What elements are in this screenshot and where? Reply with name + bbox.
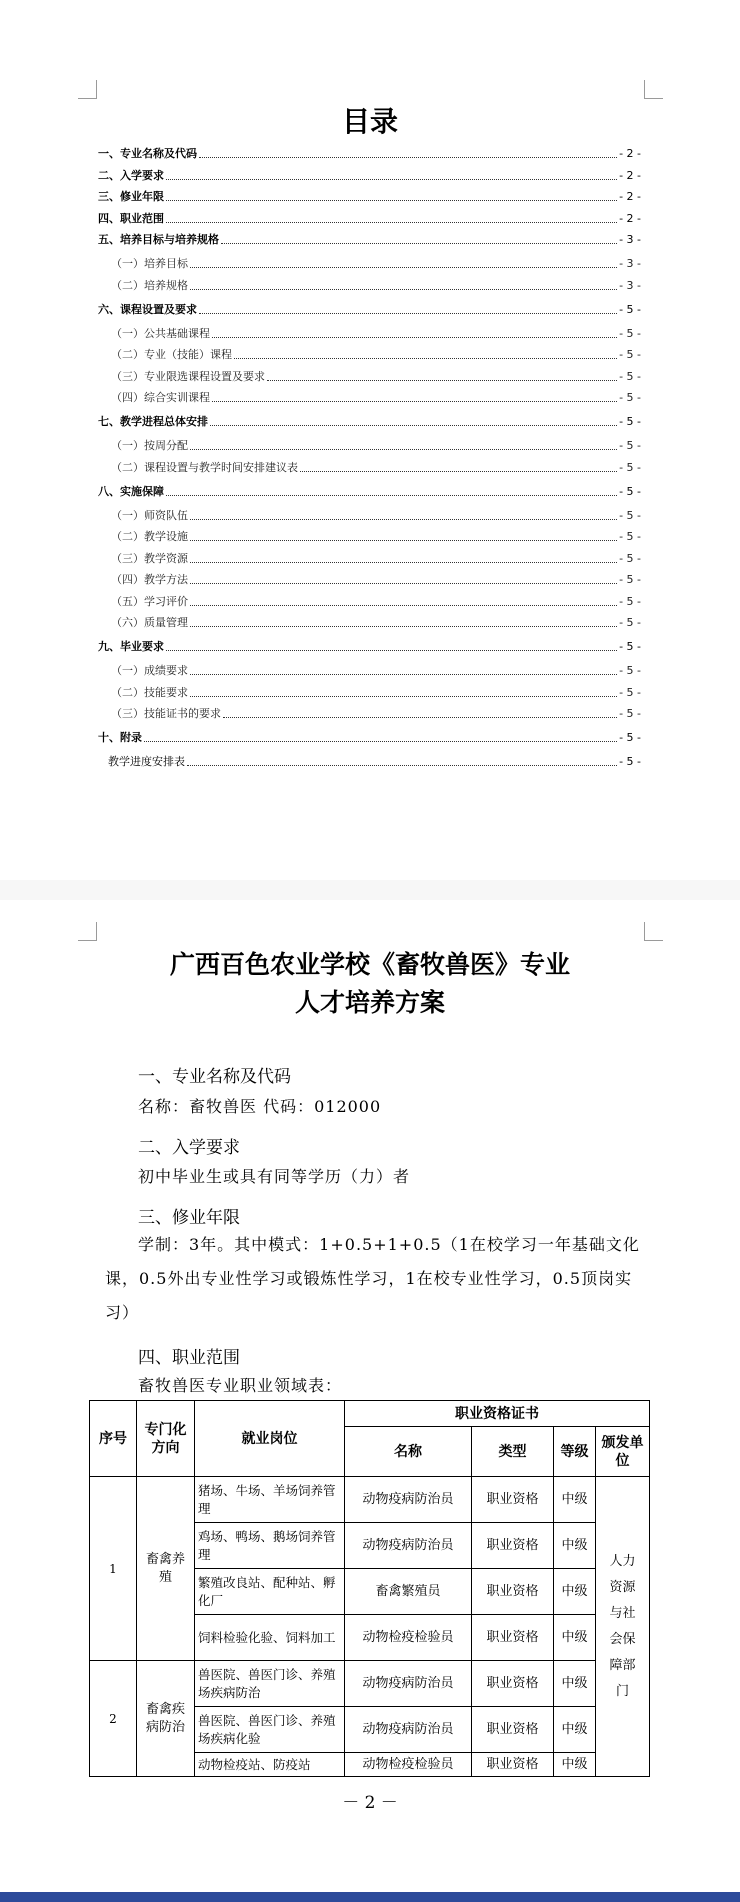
toc-leader-dots: [199, 157, 617, 158]
section-heading: 二、入学要求: [138, 1138, 240, 1158]
toc-entry[interactable]: [111, 435, 641, 453]
toc-entry-label: （二）技能要求: [111, 686, 188, 699]
toc-entry-label: 六、课程设置及要求: [98, 303, 197, 316]
toc-entry-page: - 5 -: [619, 303, 641, 316]
toc-entry-label: （一）师资队伍: [111, 509, 188, 522]
toc-leader-dots: [190, 519, 617, 520]
toc-entry-label: 十、附录: [98, 731, 142, 744]
header-level: 等级: [554, 1427, 596, 1477]
toc-leader-dots: [166, 495, 617, 496]
cell-level: 中级: [554, 1615, 596, 1661]
toc-entry[interactable]: [111, 660, 641, 678]
toc-entry-page: - 3 -: [619, 257, 641, 270]
section-heading: 三、修业年限: [138, 1208, 240, 1228]
toc-leader-dots: [190, 583, 617, 584]
toc-entry[interactable]: [111, 703, 641, 721]
cell-position: 鸡场、鸭场、鹅场饲养管理: [195, 1523, 345, 1569]
toc-entry-label: 九、毕业要求: [98, 640, 164, 653]
toc-entry-page: - 5 -: [619, 595, 641, 608]
toc-entry-page: - 5 -: [619, 686, 641, 699]
toc-entry-label: 七、教学进程总体安排: [98, 415, 208, 428]
toc-entry-label: 教学进度安排表: [108, 755, 185, 768]
toc-entry-label: （三）技能证书的要求: [111, 707, 221, 720]
section-heading: 四、职业范围: [138, 1348, 240, 1368]
toc-entry[interactable]: [111, 548, 641, 566]
toc-entry[interactable]: [111, 323, 641, 341]
cell-cert-name: 动物检疫检验员: [345, 1753, 472, 1777]
crop-mark-top-right: [644, 80, 663, 99]
toc-entry[interactable]: [98, 165, 641, 183]
toc-leader-dots: [166, 222, 617, 223]
cell-cert-type: 职业资格: [472, 1615, 554, 1661]
toc-leader-dots: [190, 605, 617, 606]
toc-entry-label: 八、实施保障: [98, 485, 164, 498]
section-text: 初中毕业生或具有同等学历（力）者: [138, 1167, 411, 1186]
cell-cert-type: 职业资格: [472, 1569, 554, 1615]
toc-entry[interactable]: [111, 344, 641, 362]
section-text: 名称：畜牧兽医 代码：012000: [138, 1097, 382, 1116]
toc-entry-label: （一）按周分配: [111, 439, 188, 452]
toc-entry-page: - 5 -: [619, 640, 641, 653]
header-cert-name: 名称: [345, 1427, 472, 1477]
doc-title-line1: 广西百色农业学校《畜牧兽医》专业: [169, 950, 570, 979]
toc-entry-page: - 5 -: [619, 485, 641, 498]
cell-cert-type: 职业资格: [472, 1753, 554, 1777]
toc-entry-page: - 5 -: [619, 552, 641, 565]
toc-entry-label: 二、入学要求: [98, 169, 164, 182]
header-direction: 专门化方向: [137, 1401, 195, 1477]
toc-entry[interactable]: [98, 229, 641, 247]
toc-leader-dots: [166, 179, 617, 180]
cell-cert-name: 动物疫病防治员: [345, 1661, 472, 1707]
toc-leader-dots: [190, 449, 617, 450]
header-issuer: 颁发单位: [596, 1427, 650, 1477]
toc-entry-page: - 5 -: [619, 439, 641, 452]
cell-direction: 畜禽疾病防治: [137, 1661, 195, 1777]
toc-entry[interactable]: [111, 526, 641, 544]
cell-level: 中级: [554, 1523, 596, 1569]
cell-level: 中级: [554, 1569, 596, 1615]
cell-level: 中级: [554, 1753, 596, 1777]
toc-leader-dots: [223, 717, 617, 718]
cell-cert-type: 职业资格: [472, 1523, 554, 1569]
toc-entry-label: 三、修业年限: [98, 190, 164, 203]
toc-leader-dots: [234, 358, 617, 359]
cell-cert-name: 动物疫病防治员: [345, 1477, 472, 1523]
toc-entry-page: - 5 -: [619, 461, 641, 474]
toc-entry-label: 四、职业范围: [98, 212, 164, 225]
toc-leader-dots: [166, 650, 617, 651]
toc-leader-dots: [212, 337, 617, 338]
toc-leader-dots: [190, 674, 617, 675]
toc-entry-label: （四）综合实训课程: [111, 391, 210, 404]
toc-leader-dots: [210, 425, 617, 426]
toc-entry-page: - 5 -: [619, 664, 641, 677]
toc-entry[interactable]: [98, 299, 641, 317]
cell-cert-name: 动物检疫检验员: [345, 1615, 472, 1661]
toc-entry-page: - 5 -: [619, 707, 641, 720]
table-row: [90, 1661, 650, 1707]
toc-entry[interactable]: [111, 253, 641, 271]
occupation-table: [89, 1400, 650, 1777]
toc-entry-label: （一）培养目标: [111, 257, 188, 270]
toc-leader-dots: [190, 289, 617, 290]
toc-entry[interactable]: [98, 411, 641, 429]
cell-position: 动物检疫站、防疫站: [195, 1753, 345, 1777]
toc-entry[interactable]: [111, 505, 641, 523]
toc-entry-label: （五）学习评价: [111, 595, 188, 608]
toc-entry[interactable]: [111, 387, 641, 405]
toc-entry-page: - 5 -: [619, 616, 641, 629]
cell-cert-type: 职业资格: [472, 1477, 554, 1523]
toc-entry-page: - 5 -: [619, 530, 641, 543]
toc-leader-dots: [212, 401, 617, 402]
toc-entry-label: （二）专业（技能）课程: [111, 348, 232, 361]
header-positions: 就业岗位: [195, 1401, 345, 1477]
cell-position: 猪场、牛场、羊场饲养管理: [195, 1477, 345, 1523]
toc-entry[interactable]: [98, 481, 641, 499]
toc-entry[interactable]: [98, 727, 641, 745]
cell-position: 繁殖改良站、配种站、孵化厂: [195, 1569, 345, 1615]
cell-cert-type: 职业资格: [472, 1661, 554, 1707]
toc-leader-dots: [144, 741, 617, 742]
toc-entry-page: - 3 -: [619, 279, 641, 292]
toc-entry-page: - 5 -: [619, 327, 641, 340]
toc-entry-label: （二）培养规格: [111, 279, 188, 292]
toc-leader-dots: [267, 380, 617, 381]
toc-entry-label: 五、培养目标与培养规格: [98, 233, 219, 246]
toc-entry-page: - 2 -: [619, 169, 641, 182]
table-row: [90, 1477, 650, 1523]
toc-entry[interactable]: [111, 366, 641, 384]
cell-position: 兽医院、兽医门诊、养殖场疾病化验: [195, 1707, 345, 1753]
cell-cert-name: 动物疫病防治员: [345, 1707, 472, 1753]
toc-entry-page: - 5 -: [619, 731, 641, 744]
toc-entry-label: （一）公共基础课程: [111, 327, 210, 340]
cell-cert-name: 畜禽繁殖员: [345, 1569, 472, 1615]
toc-entry-label: （二）课程设置与教学时间安排建议表: [111, 461, 298, 474]
toc-entry[interactable]: [98, 186, 641, 204]
toc-entry-label: （三）专业限选课程设置及要求: [111, 370, 265, 383]
cell-level: 中级: [554, 1661, 596, 1707]
toc-title: 目录: [341, 105, 398, 138]
toc-leader-dots: [190, 696, 617, 697]
toc-leader-dots: [190, 540, 617, 541]
section-paragraph: 学制：3年。其中模式：1+0.5+1+0.5（1在校学习一年基础文化课，0.5外出专业性学习或锻炼性学习，1在校专业性学习，0.5顶岗实习）: [105, 1235, 640, 1322]
cell-level: 中级: [554, 1477, 596, 1523]
toc-entry-page: - 5 -: [619, 348, 641, 361]
toc-entry-page: - 5 -: [619, 755, 641, 768]
toc-leader-dots: [190, 562, 617, 563]
toc-leader-dots: [190, 626, 617, 627]
toc-entry[interactable]: [98, 208, 641, 226]
toc-leader-dots: [166, 200, 617, 201]
cell-direction: 畜禽养殖: [137, 1477, 195, 1661]
page-gap: [0, 880, 740, 900]
toc-entry-page: - 2 -: [619, 190, 641, 203]
toc-entry-label: 一、专业名称及代码: [98, 147, 197, 160]
cell-level: 中级: [554, 1707, 596, 1753]
toc-entry-page: - 5 -: [619, 370, 641, 383]
toc-entry-label: （三）教学资源: [111, 552, 188, 565]
toc-entry[interactable]: [111, 569, 641, 587]
toc-entry-page: - 2 -: [619, 147, 641, 160]
page-number: － 2 －: [342, 1793, 398, 1813]
crop-mark-top-left: [78, 922, 97, 941]
toc-entry[interactable]: [111, 612, 641, 630]
toc-entry[interactable]: [98, 636, 641, 654]
toc-leader-dots: [199, 313, 617, 314]
cell-position: 兽医院、兽医门诊、养殖场疾病防治: [195, 1661, 345, 1707]
toc-entry-page: - 2 -: [619, 212, 641, 225]
toc-entry[interactable]: [111, 591, 641, 609]
toc-entry[interactable]: [111, 682, 641, 700]
header-seq: 序号: [90, 1401, 137, 1477]
window-bottom-strip: [0, 1892, 740, 1902]
toc-entry-page: - 5 -: [619, 573, 641, 586]
toc-entry-label: （一）成绩要求: [111, 664, 188, 677]
toc-entry[interactable]: [111, 457, 641, 475]
toc-entry[interactable]: [111, 275, 641, 293]
toc-entry-page: - 5 -: [619, 509, 641, 522]
toc-entry-label: （二）教学设施: [111, 530, 188, 543]
toc-leader-dots: [300, 471, 617, 472]
toc-entry[interactable]: [98, 143, 641, 161]
toc-entry-label: （四）教学方法: [111, 573, 188, 586]
toc-entry[interactable]: [108, 751, 641, 769]
toc-entry-page: - 5 -: [619, 415, 641, 428]
header-cert-type: 类型: [472, 1427, 554, 1477]
header-cert-group: 职业资格证书: [345, 1401, 650, 1427]
toc-page: [0, 0, 740, 880]
section-heading: 一、专业名称及代码: [138, 1067, 291, 1087]
cell-seq: 2: [90, 1661, 137, 1777]
cell-cert-name: 动物疫病防治员: [345, 1523, 472, 1569]
toc-entry-page: - 3 -: [619, 233, 641, 246]
cell-seq: 1: [90, 1477, 137, 1661]
cell-issuer: 人力资源与社会保障部门: [596, 1477, 650, 1777]
crop-mark-top-left: [78, 80, 97, 99]
toc-leader-dots: [190, 267, 617, 268]
table-caption: 畜牧兽医专业职业领域表：: [138, 1376, 343, 1395]
cell-cert-type: 职业资格: [472, 1707, 554, 1753]
doc-title-line2: 人才培养方案: [294, 988, 445, 1017]
toc-entry-page: - 5 -: [619, 391, 641, 404]
crop-mark-top-right: [644, 922, 663, 941]
toc-leader-dots: [187, 765, 617, 766]
toc-entry-label: （六）质量管理: [111, 616, 188, 629]
cell-position: 饲料检验化验、饲料加工: [195, 1615, 345, 1661]
toc-leader-dots: [221, 243, 617, 244]
